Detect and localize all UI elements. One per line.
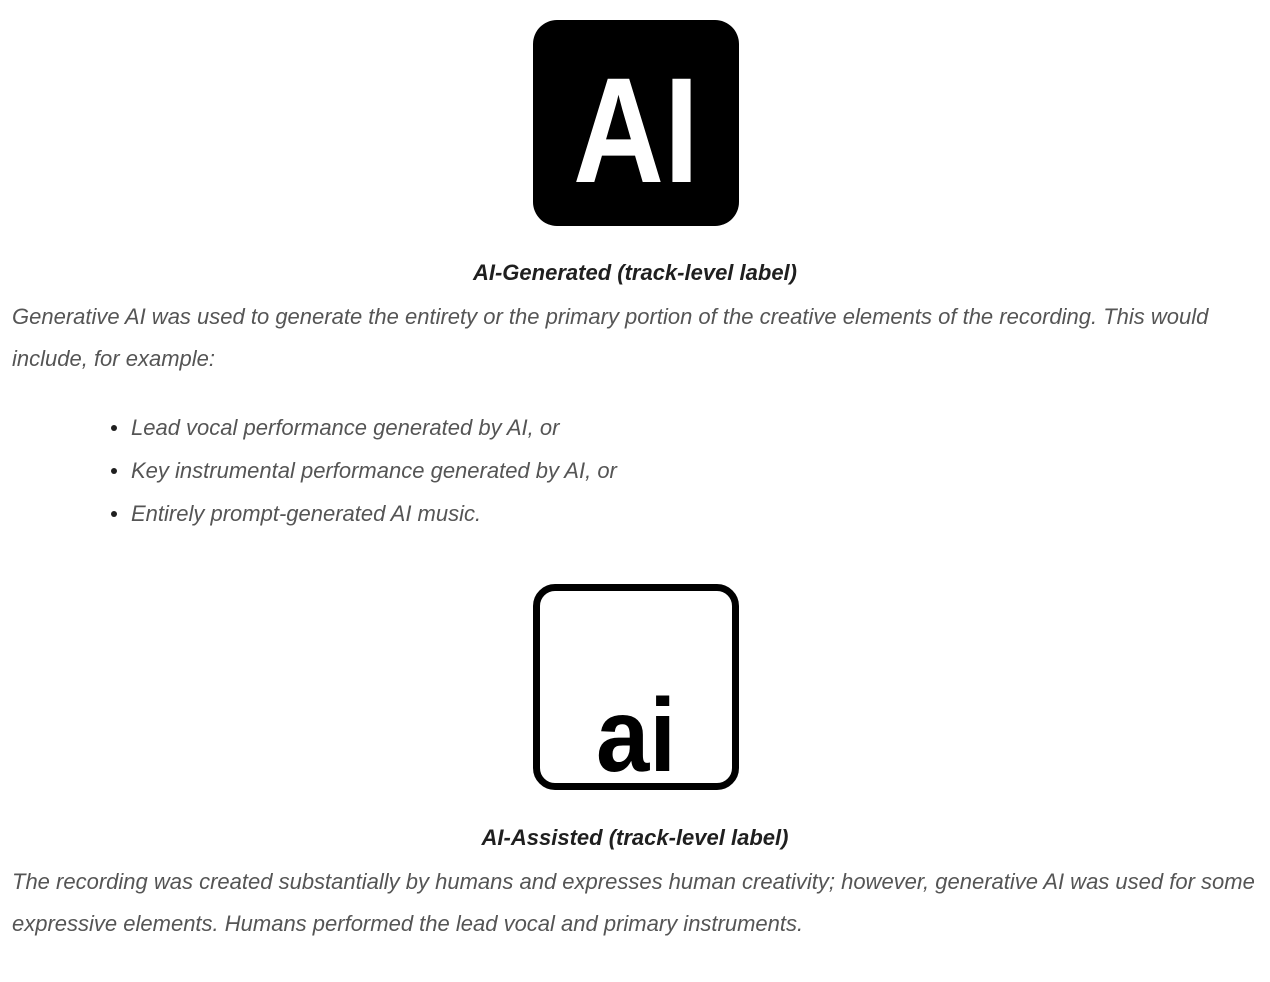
list-item bbox=[108, 492, 617, 535]
ai-generated-description: Generative AI was used to generate the entirety or the primary portion of the creative elements of the recording. This would include, for example: bbox=[12, 304, 1209, 371]
ai-generated-examples-list bbox=[108, 406, 617, 535]
list-item-text: Entirely prompt-generated AI music. bbox=[131, 501, 482, 526]
bullet-icon bbox=[111, 468, 117, 474]
ai-assisted-icon-graphic bbox=[540, 591, 732, 783]
list-item bbox=[108, 449, 617, 492]
ai-assisted-icon-text: ai bbox=[596, 678, 676, 783]
ai-generated-icon bbox=[533, 20, 739, 226]
ai-generated-heading: AI-Generated (track-level label) bbox=[472, 260, 797, 285]
list-item bbox=[108, 406, 617, 449]
ai-assisted-icon bbox=[533, 584, 739, 790]
bullet-icon bbox=[111, 425, 117, 431]
bullet-icon bbox=[111, 511, 117, 517]
ai-generated-icon-text: AI bbox=[573, 46, 699, 214]
ai-assisted-description: The recording was created substantially by humans and expresses human creativity; however, generative AI was used for some expressive elements. Humans performed the lead vocal and primary instruments. bbox=[12, 869, 1255, 936]
ai-assisted-heading: AI-Assisted (track-level label) bbox=[481, 825, 789, 850]
list-item-text: Key instrumental performance generated by AI, or bbox=[131, 458, 617, 483]
ai-generated-icon-graphic bbox=[533, 20, 739, 226]
list-item-text: Lead vocal performance generated by AI, or bbox=[131, 415, 560, 440]
